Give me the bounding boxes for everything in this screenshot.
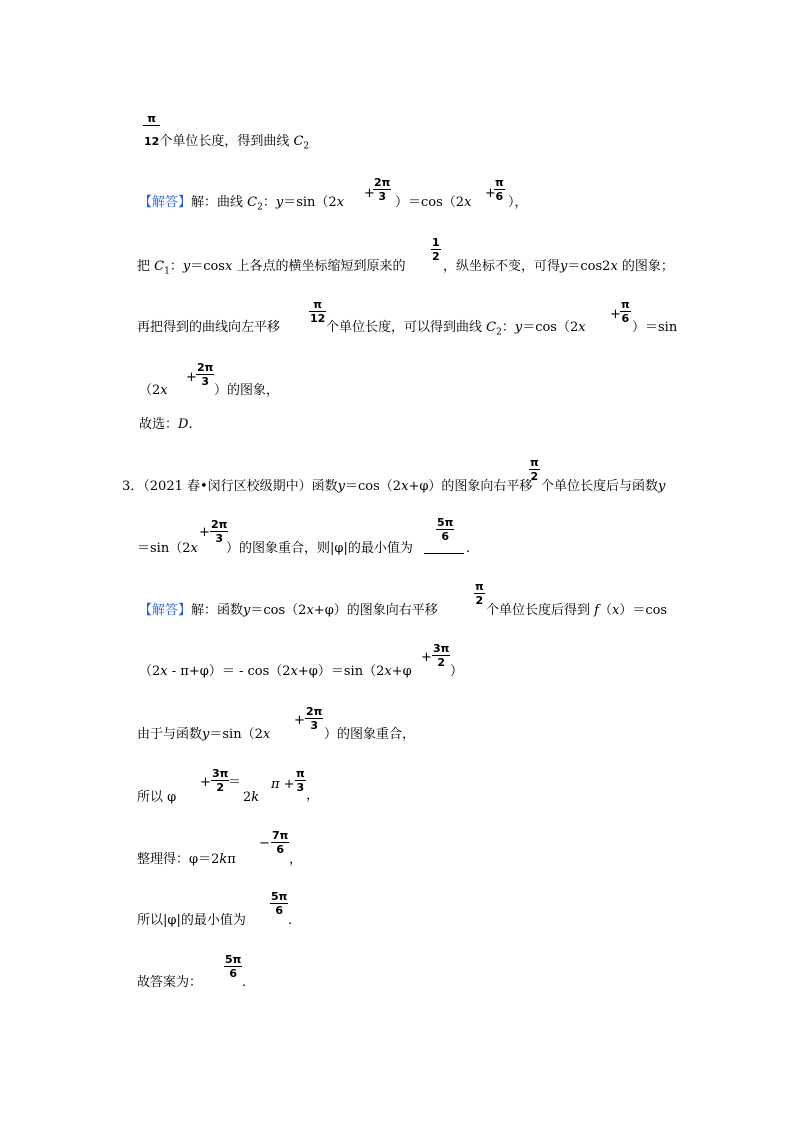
- text: 再把得到的曲线向左平移: [137, 320, 281, 335]
- numerator: 7π: [272, 829, 289, 842]
- text: 解：曲线: [191, 195, 248, 210]
- question-3-line-1: [122, 479, 532, 495]
- plus-sign: +: [200, 775, 211, 790]
- equals-sign: ＝: [228, 775, 242, 790]
- var-x: x: [262, 727, 271, 742]
- curve-name: C: [293, 134, 304, 149]
- text: 2: [243, 790, 252, 805]
- answer-line-4: [139, 383, 168, 399]
- text-line: [243, 790, 259, 806]
- solution-line-2: [139, 664, 412, 680]
- text: 的图象；: [617, 259, 674, 274]
- denominator: 2: [216, 781, 224, 794]
- text: （2021 春•闵行区校级期中）函数: [143, 479, 338, 494]
- solution-line-4: [137, 790, 176, 806]
- text: （2: [139, 383, 161, 398]
- denominator: 6: [441, 530, 449, 543]
- var-x: x: [401, 479, 409, 494]
- denominator: 2: [475, 594, 484, 607]
- denominator: 2: [530, 470, 539, 483]
- denominator: 3: [215, 532, 223, 545]
- numerator: 5π: [271, 890, 288, 903]
- curve-name: C: [247, 195, 258, 210]
- numerator: π: [475, 580, 484, 593]
- var-y: y: [514, 320, 523, 335]
- text: ）的图象重合，: [324, 727, 416, 742]
- fraction-3pi-2: [211, 767, 229, 794]
- solution-line-6: [137, 913, 246, 929]
- denominator: 3: [296, 781, 305, 794]
- fraction-3pi-2: [432, 642, 450, 669]
- numerator: 3π: [212, 767, 229, 780]
- denominator: 6: [621, 312, 630, 325]
- denominator: 3: [201, 375, 209, 388]
- text: ），: [508, 195, 528, 210]
- text: ，: [306, 788, 320, 803]
- text-line: [242, 975, 246, 991]
- plus-sign: +: [199, 525, 210, 540]
- text-line: [486, 603, 667, 619]
- text: 上各点的横坐标缩短到原来的: [232, 259, 406, 274]
- text: ：: [169, 259, 183, 274]
- text-line: [226, 541, 413, 557]
- text: π: [227, 852, 236, 867]
- text: +φ）＝sin（2: [297, 664, 385, 679]
- var-f: f: [594, 603, 599, 618]
- fraction-pi-6: [494, 176, 505, 203]
- text: 解：函数: [191, 603, 244, 618]
- denominator: 2: [437, 656, 445, 669]
- plus-sign: +: [186, 370, 197, 385]
- text: ，纵坐标不变，可得: [443, 259, 561, 274]
- curve-name: C: [154, 259, 165, 274]
- var-x: x: [336, 195, 345, 210]
- solution-line-1: [139, 603, 438, 619]
- answer-blank-line: [424, 553, 464, 554]
- answer-line-2: [137, 259, 405, 280]
- text: ＝sin（2: [137, 541, 191, 556]
- text: ＝sin（2: [209, 727, 263, 742]
- solution-line-7: [137, 975, 202, 991]
- text-line: [271, 777, 295, 793]
- subscript: 2: [257, 202, 263, 213]
- text-line: [632, 320, 677, 336]
- fraction-7pi-6: [271, 829, 289, 856]
- text: ＝cos: [190, 259, 225, 274]
- text: .: [466, 541, 471, 556]
- answer-fraction-5pi-6: [436, 516, 454, 543]
- numerator: 2π: [197, 361, 214, 374]
- text: ）: [450, 664, 464, 679]
- var-y: y: [182, 259, 191, 274]
- text: .: [288, 913, 293, 928]
- solution-line-3: [137, 727, 270, 743]
- text: ＝sin（2: [283, 195, 337, 210]
- text: 整理得：φ＝2: [137, 852, 220, 867]
- numerator: π: [530, 456, 539, 469]
- fraction-5pi-6: [270, 890, 288, 917]
- text-line: [324, 727, 415, 743]
- fraction-denominator-12: 12: [144, 135, 160, 148]
- numerator: π: [621, 298, 630, 311]
- text: ＝cos2: [567, 259, 611, 274]
- var-x: x: [610, 259, 618, 274]
- fraction-1-2: [431, 236, 441, 263]
- numerator: 2π: [306, 705, 323, 718]
- var-y: y: [275, 195, 284, 210]
- var-y: y: [337, 479, 346, 494]
- var-x: x: [384, 664, 392, 679]
- text: ＝cos（2: [250, 603, 307, 618]
- fraction-pi-2: [474, 580, 485, 607]
- text: - π+φ）＝ - cos（2: [167, 664, 291, 679]
- var-x: x: [160, 383, 168, 398]
- text: 所以 φ: [137, 790, 177, 805]
- numerator: 2π: [211, 518, 228, 531]
- text: ）的图象重合，则|φ|的最小值为: [226, 541, 413, 556]
- plus-sign: +: [421, 650, 432, 665]
- denominator: 12: [310, 312, 326, 325]
- var-x: x: [306, 603, 314, 618]
- fraction-pi-6: [620, 298, 631, 325]
- text-line: [228, 775, 241, 791]
- text-line: [144, 134, 309, 155]
- var-k: k: [251, 790, 260, 805]
- text: ）的图象，: [214, 383, 280, 398]
- numerator: π: [296, 767, 305, 780]
- numerator: π: [309, 298, 326, 312]
- var-x: x: [290, 664, 298, 679]
- text-line: [306, 788, 319, 804]
- denominator: 6: [229, 967, 237, 980]
- numerator: 5π: [437, 516, 454, 529]
- text-line: [508, 195, 528, 211]
- var-k: k: [219, 852, 228, 867]
- var-x: x: [611, 603, 620, 618]
- text: .: [188, 417, 193, 432]
- var-y: y: [243, 603, 251, 618]
- text-line: [395, 195, 471, 211]
- text: 故选：: [139, 417, 179, 432]
- fraction-pi-12: [309, 298, 326, 325]
- var-x: x: [224, 259, 233, 274]
- text: （: [598, 603, 612, 618]
- fraction-2pi-3: [373, 176, 391, 203]
- var-x: x: [578, 320, 586, 335]
- answer-line-5: [139, 417, 193, 433]
- fraction-pi-3: [295, 767, 306, 794]
- text: 个单位长度后得到: [486, 603, 595, 618]
- question-3-line-2: [137, 541, 198, 557]
- subscript: 1: [164, 266, 170, 277]
- plus-sign: +: [485, 186, 496, 201]
- text: 故答案为：: [137, 975, 203, 990]
- text-line: [289, 852, 302, 868]
- denominator: 3: [378, 190, 386, 203]
- choice-letter: D: [178, 417, 189, 432]
- text: +φ: [391, 664, 412, 679]
- numerator: 5π: [225, 953, 242, 966]
- text: 由于与函数: [137, 727, 203, 742]
- numerator: 1: [432, 236, 440, 249]
- plus-sign: +: [610, 307, 621, 322]
- question-number: 3．: [122, 479, 144, 494]
- answer-tag: 【解答】: [139, 195, 192, 210]
- numerator: π: [495, 176, 504, 189]
- numerator: 2π: [374, 176, 391, 189]
- var-y: y: [658, 479, 666, 494]
- text: ：: [262, 195, 276, 210]
- text: ）＝cos: [619, 603, 668, 618]
- numerator: π: [143, 112, 160, 126]
- plus-sign: +: [364, 186, 375, 201]
- text: 所以|φ|的最小值为: [137, 913, 246, 928]
- denominator: 2: [432, 250, 440, 263]
- plus-sign: +: [294, 713, 305, 728]
- var-x: x: [190, 541, 198, 556]
- text-line: [288, 913, 292, 929]
- var-y: y: [202, 727, 210, 742]
- text: ）＝cos（2: [395, 195, 465, 210]
- text-line: [541, 479, 665, 495]
- var-x: x: [464, 195, 472, 210]
- text-line: [214, 383, 279, 399]
- denominator: 6: [275, 904, 283, 917]
- text: ：: [501, 320, 515, 335]
- text-line: [443, 259, 674, 275]
- subscript: 2: [496, 327, 502, 338]
- minus-sign: −: [259, 836, 270, 851]
- answer-line-1: [139, 195, 344, 216]
- pi-plus: π +: [271, 777, 295, 792]
- text: ＝cos（2: [345, 479, 402, 494]
- fraction-pi-2: [529, 456, 540, 483]
- answer-tag: 【解答】: [139, 603, 192, 618]
- fraction-2pi-3: [305, 705, 323, 732]
- text: ，: [289, 852, 303, 867]
- text: 个单位长度后与函数: [541, 479, 659, 494]
- subscript: 2: [303, 141, 310, 152]
- denominator: 6: [276, 843, 284, 856]
- answer-line-3: [137, 320, 280, 336]
- text: +φ）的图象向右平移: [313, 603, 438, 618]
- curve-name: C: [486, 320, 497, 335]
- text-line: [326, 320, 586, 341]
- solution-line-5: [137, 852, 236, 868]
- var-y: y: [560, 259, 568, 274]
- text: .: [242, 975, 247, 990]
- text: 把: [137, 259, 155, 274]
- fraction-5pi-6: [224, 953, 242, 980]
- denominator: 3: [310, 719, 318, 732]
- text: ＝cos（2: [522, 320, 579, 335]
- text: 个单位长度，可以得到曲线: [326, 320, 487, 335]
- text: 个单位长度，得到曲线: [159, 134, 294, 149]
- fraction-2pi-3: [196, 361, 214, 388]
- text-line: [466, 541, 470, 557]
- denominator: 6: [495, 190, 504, 203]
- text: +φ）的图象向右平移: [408, 479, 533, 494]
- text-line: [450, 664, 463, 680]
- text: ）＝sin: [632, 320, 678, 335]
- numerator: 3π: [433, 642, 450, 655]
- var-x: x: [160, 664, 168, 679]
- text: （2: [139, 664, 161, 679]
